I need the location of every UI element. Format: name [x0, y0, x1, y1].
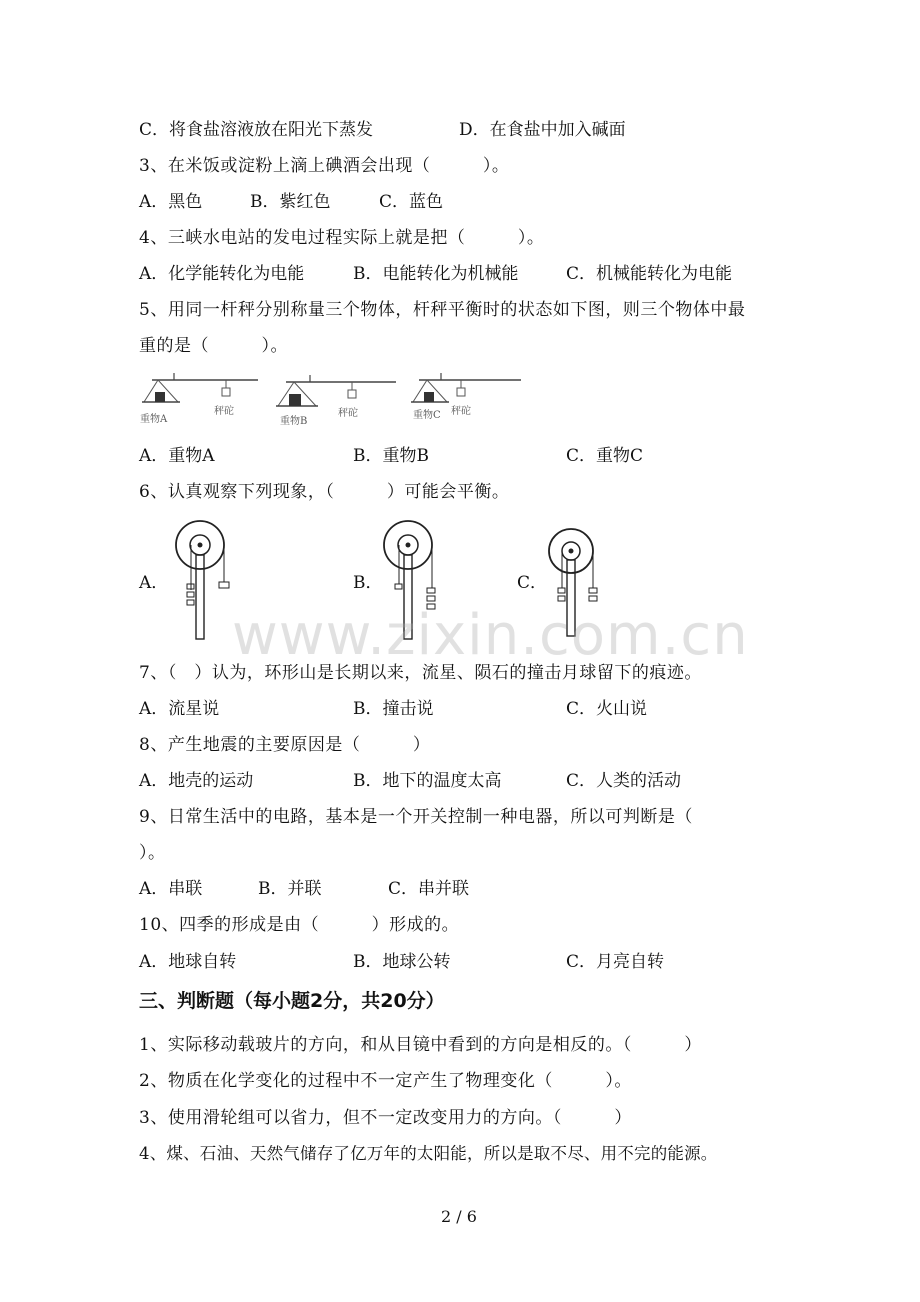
- q5-option-a: A．重物A: [139, 446, 215, 466]
- q4-option-a: A．化学能转化为电能: [139, 264, 305, 284]
- q8-option-b: B．地下的温度太高: [353, 771, 502, 791]
- judgment-item-2: 2、物质在化学变化的过程中不一定产生了物理变化（ ）。: [139, 1071, 632, 1091]
- q6-stem: 6、认真观察下列现象，（ ）可能会平衡。: [139, 482, 510, 502]
- q7-stem: 7、（ ）认为，环形山是长期以来，流星、陨石的撞击月球留下的痕迹。: [139, 663, 702, 683]
- counterweight-label-a: 秤砣: [214, 406, 234, 417]
- judgment-item-4: 4、煤、石油、天然气储存了亿万年的太阳能，所以是取不尽、用不完的能源。: [139, 1144, 718, 1163]
- q9-stem-line2: ）。: [139, 843, 166, 863]
- q7-option-b: B．撞击说: [353, 699, 434, 719]
- q10-option-c: C．月亮自转: [566, 952, 665, 972]
- q2-option-d: D．在食盐中加入碱面: [459, 120, 626, 140]
- counterweight-label-b: 秤砣: [338, 408, 358, 419]
- wheel-axle-figure-a: [172, 520, 236, 642]
- steelyard-figure-c: [405, 370, 523, 428]
- q8-stem: 8、产生地震的主要原因是（ ）: [139, 735, 431, 755]
- q10-stem: 10、四季的形成是由（ ）形成的。: [139, 915, 460, 935]
- q4-option-c: C．机械能转化为电能: [566, 264, 733, 284]
- q10-option-b: B．地球公转: [353, 952, 451, 972]
- q9-option-b: B．并联: [258, 879, 322, 899]
- q6-option-b: B．: [353, 573, 383, 593]
- q8-option-c: C．人类的活动: [566, 771, 682, 791]
- q6-option-a: A．: [139, 573, 169, 593]
- q6-option-c: C．: [517, 573, 548, 593]
- q9-stem-line1: 9、日常生活中的电路，基本是一个开关控制一种电器，所以可判断是（: [139, 807, 693, 827]
- q9-option-a: A．串联: [139, 879, 203, 899]
- q3-option-a: A．黑色: [139, 192, 203, 212]
- q5-option-c: C．重物C: [566, 446, 644, 466]
- q3-option-b: B．紫红色: [250, 192, 331, 212]
- q3-option-c: C．蓝色: [379, 192, 444, 212]
- weight-c-label: 重物C: [413, 410, 441, 421]
- weight-b-label: 重物B: [280, 416, 308, 427]
- q4-option-b: B．电能转化为机械能: [353, 264, 519, 284]
- q2-option-c: C．将食盐溶液放在阳光下蒸发: [139, 120, 374, 140]
- steelyard-figure-a: [138, 370, 260, 428]
- q5-stem-line1: 5、用同一杆秤分别称量三个物体，杆秤平衡时的状态如下图，则三个物体中最: [139, 300, 746, 320]
- judgment-item-3: 3、使用滑轮组可以省力，但不一定改变用力的方向。（ ）: [139, 1108, 632, 1128]
- q10-option-a: A．地球自转: [139, 952, 237, 972]
- watermark: www.zixin.com.cn: [232, 603, 749, 668]
- q4-stem: 4、三峡水电站的发电过程实际上就是把（ ）。: [139, 228, 545, 248]
- q7-option-a: A．流星说: [139, 699, 220, 719]
- q5-stem-line2: 重的是（ ）。: [139, 336, 288, 356]
- page-number: 2 / 6: [441, 1207, 477, 1226]
- q8-option-a: A．地壳的运动: [139, 771, 254, 791]
- q7-option-c: C．火山说: [566, 699, 648, 719]
- counterweight-label-c: 秤砣: [451, 406, 471, 417]
- q9-option-c: C．串并联: [388, 879, 470, 899]
- steelyard-figure-b: [270, 372, 398, 430]
- q3-stem: 3、在米饭或淀粉上滴上碘酒会出现（ ）。: [139, 156, 510, 176]
- judgment-item-1: 1、实际移动载玻片的方向，和从目镜中看到的方向是相反的。（ ）: [139, 1035, 702, 1055]
- section-3-heading: 三、判断题（每小题2分，共20分）: [139, 990, 445, 1012]
- weight-a-label: 重物A: [140, 414, 168, 425]
- q5-option-b: B．重物B: [353, 446, 429, 466]
